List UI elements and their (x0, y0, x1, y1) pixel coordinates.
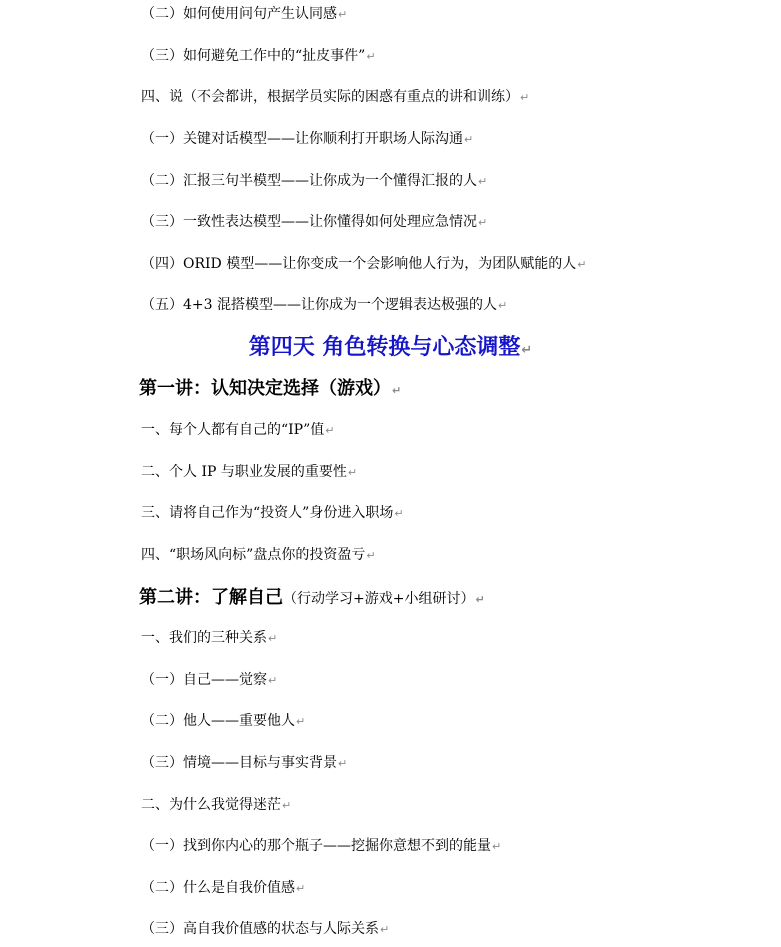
paragraph-mark-icon: ↵ (296, 882, 306, 895)
outline-line: （一）自己——觉察↵ (141, 672, 278, 688)
outline-line: （二）如何使用问句产生认同感↵ (141, 6, 348, 22)
paragraph-mark-icon: ↵ (577, 258, 587, 271)
outline-line: （二）他人——重要他人↵ (141, 713, 306, 729)
outline-line: （四）ORID 模型——让你变成一个会影响他人行为，为团队赋能的人↵ (141, 256, 587, 272)
paragraph-mark-icon: ↵ (392, 384, 402, 397)
paragraph-mark-icon: ↵ (325, 424, 335, 437)
paragraph-mark-icon: ↵ (464, 133, 474, 146)
day-title: 第四天 角色转换与心态调整↵ (248, 334, 533, 360)
outline-line: （五）4+3 混搭模型——让你成为一个逻辑表达极强的人↵ (141, 297, 508, 313)
paragraph-mark-icon: ↵ (268, 674, 278, 687)
outline-line: （三）高自我价值感的状态与人际关系↵ (141, 921, 390, 937)
lecture-item: 四、“职场风向标”盘点你的投资盈亏↵ (141, 547, 376, 563)
paragraph-mark-icon: ↵ (347, 466, 358, 479)
paragraph-mark-icon: ↵ (492, 840, 502, 853)
paragraph-mark-icon: ↵ (475, 593, 485, 606)
outline-line: （一）找到你内心的那个瓶子——挖掘你意想不到的能量↵ (141, 838, 502, 854)
lecture-title: 第二讲：了解自己（行动学习+游戏+小组研讨）↵ (139, 587, 485, 608)
outline-line: （三）一致性表达模型——让你懂得如何处理应急情况↵ (141, 214, 488, 230)
section-heading: 二、为什么我觉得迷茫↵ (141, 797, 292, 813)
paragraph-mark-icon: ↵ (268, 632, 278, 645)
paragraph-mark-icon: ↵ (478, 175, 488, 188)
lecture-item: 三、请将自己作为“投资人”身份进入职场↵ (141, 505, 404, 521)
section-heading: 四、说（不会都讲，根据学员实际的困惑有重点的讲和训练）↵ (141, 89, 530, 105)
outline-line: （一）关键对话模型——让你顺利打开职场人际沟通↵ (141, 131, 474, 147)
paragraph-mark-icon: ↵ (282, 799, 292, 812)
paragraph-mark-icon: ↵ (338, 757, 348, 770)
paragraph-mark-icon: ↵ (296, 715, 306, 728)
paragraph-mark-icon: ↵ (478, 216, 488, 229)
paragraph-mark-icon: ↵ (338, 8, 348, 21)
lecture-item: 一、每个人都有自己的“IP”值↵ (141, 422, 335, 438)
paragraph-mark-icon: ↵ (366, 50, 376, 63)
outline-line: （二）什么是自我价值感↵ (141, 880, 306, 896)
paragraph-mark-icon: ↵ (366, 549, 376, 562)
lecture-item: 二、个人 IP 与职业发展的重要性↵ (141, 464, 358, 480)
outline-line: （三）情境——目标与事实背景↵ (141, 755, 348, 771)
paragraph-mark-icon: ↵ (521, 343, 533, 358)
paragraph-mark-icon: ↵ (394, 507, 404, 520)
paragraph-mark-icon: ↵ (380, 923, 390, 936)
paragraph-mark-icon: ↵ (498, 299, 508, 312)
outline-line: （二）汇报三句半模型——让你成为一个懂得汇报的人↵ (141, 173, 488, 189)
outline-line: （三）如何避免工作中的“扯皮事件”↵ (141, 48, 376, 64)
paragraph-mark-icon: ↵ (520, 91, 530, 104)
lecture-note: （行动学习+游戏+小组研讨） (283, 591, 475, 607)
lecture-title: 第一讲：认知决定选择（游戏）↵ (139, 378, 402, 399)
section-heading: 一、我们的三种关系↵ (141, 630, 278, 646)
